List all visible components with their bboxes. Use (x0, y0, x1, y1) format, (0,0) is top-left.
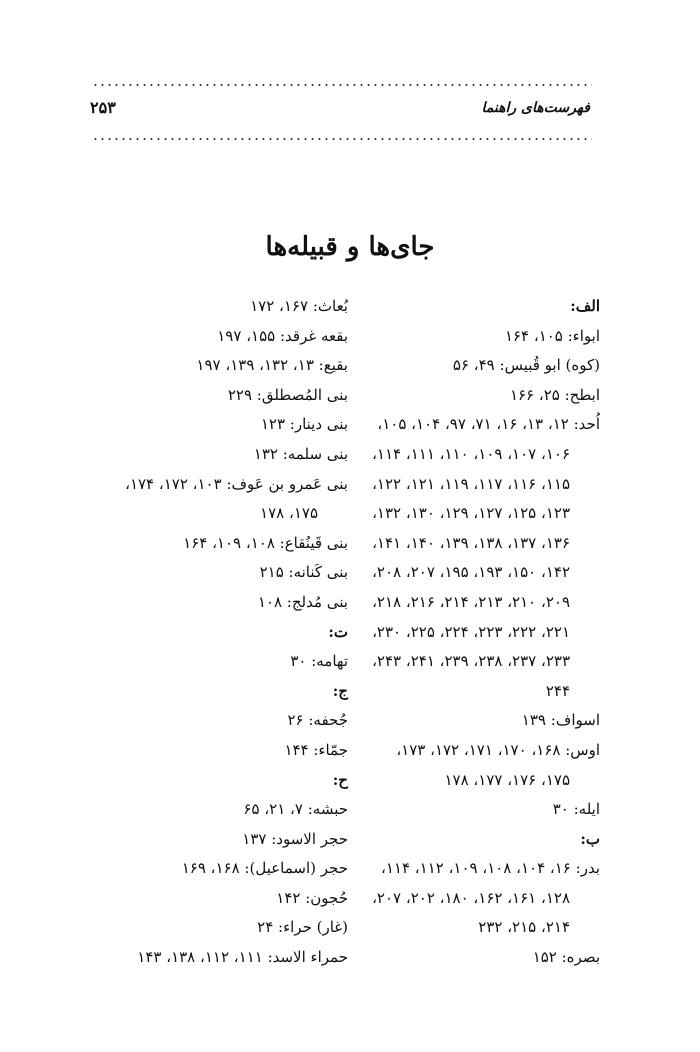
header-top-dotted-rule (92, 84, 592, 86)
index-entry: ابطح: ۲۵، ۱۶۶ (509, 385, 600, 404)
index-column-left (88, 292, 348, 973)
running-header-title: فهرست‌های راهنما (481, 100, 590, 116)
index-entry: ایله: ۳۰ (552, 800, 600, 819)
index-entry: بُعاث: ۱۶۷، ۱۷۲ (250, 297, 348, 315)
index-entry-continuation: ۱۷۵، ۱۷۸ (260, 504, 318, 523)
index-entry: حبشه: ۷، ۲۱، ۶۵ (243, 800, 348, 819)
index-entry-continuation: ۲۰۹، ۲۱۰، ۲۱۳، ۲۱۴، ۲۱۶، ۲۱۸، (372, 592, 570, 611)
index-entry-continuation: ۱۰۶، ۱۰۷، ۱۰۹، ۱۱۰، ۱۱۱، ۱۱۴، (372, 444, 570, 463)
index-entry: جُحفه: ۲۶ (287, 711, 348, 730)
index-letter-heading: ح: (332, 770, 348, 789)
index-letter-heading: ج: (332, 681, 348, 700)
index-entry: جمّاء: ۱۴۴ (284, 740, 348, 759)
index-entry-continuation: ۲۳۳، ۲۳۷، ۲۳۸، ۲۳۹، ۲۴۱، ۲۴۳، (372, 652, 570, 671)
index-entry: بنی قَینُقاع: ۱۰۸، ۱۰۹، ۱۶۴ (183, 533, 348, 552)
index-entry: حجر الاسود: ۱۳۷ (242, 829, 348, 848)
index-entry-continuation: ۲۱۴، ۲۱۵، ۲۳۲ (478, 918, 570, 937)
index-entry: حجر (اسماعیل): ۱۶۸، ۱۶۹ (181, 859, 348, 878)
index-entry: حمراء الاسد: ۱۱۱، ۱۱۲، ۱۳۸، ۱۴۳ (137, 948, 348, 967)
index-letter-heading: ب: (580, 829, 600, 848)
index-entry: بنی مُدلج: ۱۰۸ (257, 592, 348, 611)
index-entry: اوس: ۱۶۸، ۱۷۰، ۱۷۱، ۱۷۲، ۱۷۳، (396, 740, 600, 759)
index-entry: بنی سلمه: ۱۳۲ (253, 444, 348, 463)
index-letter-heading: ت: (328, 622, 348, 641)
page-number: ۲۵۳ (90, 98, 116, 117)
index-entry: بصره: ۱۵۲ (532, 948, 600, 967)
index-entry: بنی عَمرو بن عَوف: ۱۰۳، ۱۷۲، ۱۷۴، (125, 474, 348, 493)
index-entry: بقیع: ۱۳، ۱۳۲، ۱۳۹، ۱۹۷ (196, 356, 348, 375)
index-entry-continuation: ۱۳۶، ۱۳۷، ۱۳۸، ۱۳۹، ۱۴۰، ۱۴۱، (372, 533, 570, 552)
index-entry-continuation: ۱۷۵، ۱۷۶، ۱۷۷، ۱۷۸ (444, 770, 570, 789)
index-entry: بدر: ۱۶، ۱۰۴، ۱۰۸، ۱۰۹، ۱۱۲، ۱۱۴، (381, 859, 600, 878)
index-letter-heading: الف: (570, 297, 600, 315)
index-entry-continuation: ۱۴۲، ۱۵۰، ۱۹۳، ۱۹۵، ۲۰۷، ۲۰۸، (372, 563, 570, 582)
section-title: جای‌ها و قبیله‌ها (265, 232, 435, 262)
index-entry-continuation: ۱۱۵، ۱۱۶، ۱۱۷، ۱۱۹، ۱۲۱، ۱۲۲، (372, 474, 570, 493)
index-entry: حُجون: ۱۴۲ (276, 888, 348, 907)
index-entry-continuation: ۱۲۸، ۱۶۱، ۱۶۲، ۱۸۰، ۲۰۲، ۲۰۷، (372, 888, 570, 907)
header-bottom-dotted-rule (92, 138, 592, 140)
index-entry: بنی دینار: ۱۲۳ (260, 415, 348, 434)
index-entry: اُحد: ۱۲، ۱۳، ۱۶، ۷۱، ۹۷، ۱۰۴، ۱۰۵، (377, 415, 600, 434)
index-entry: بنی کَنانه: ۲۱۵ (259, 563, 348, 582)
index-entry: ابواء: ۱۰۵، ۱۶۴ (504, 326, 600, 345)
index-entry-continuation: ۲۲۱، ۲۲۲، ۲۲۳، ۲۲۴، ۲۲۵، ۲۳۰، (372, 622, 570, 641)
index-entry: تهامه: ۳۰ (290, 652, 348, 671)
index-entry-continuation: ۲۴۴ (545, 681, 570, 700)
index-entry: (غار) حراء: ۲۴ (257, 918, 348, 937)
index-entry: (کوه) ابو قُبیس: ۴۹، ۵۶ (452, 356, 600, 375)
index-entry-continuation: ۱۲۳، ۱۲۵، ۱۲۷، ۱۲۹، ۱۳۰، ۱۳۲، (372, 504, 570, 523)
index-entry: بقعه غرقد: ۱۵۵، ۱۹۷ (217, 326, 348, 345)
index-entry: اسواف: ۱۳۹ (521, 711, 600, 730)
index-entry: بنی المُصطلق: ۲۲۹ (227, 385, 348, 404)
